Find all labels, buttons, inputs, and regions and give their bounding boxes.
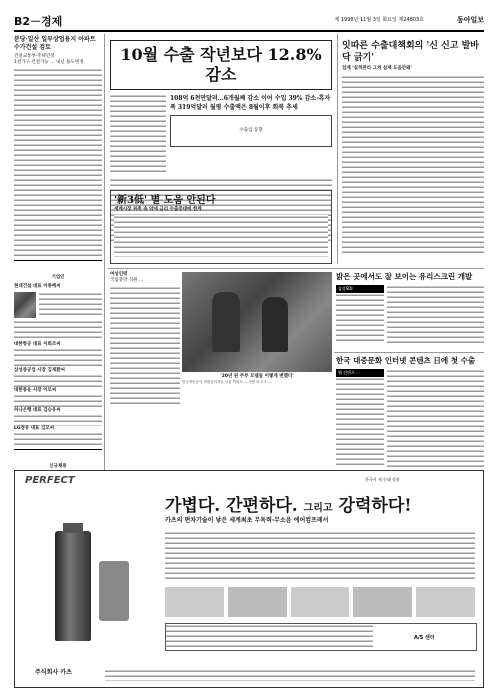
glass-side-body xyxy=(336,293,384,343)
ad-slogan-1: 가볍다. 간편하다. xyxy=(165,496,298,516)
people-item: 삼성중공업 사장 김재환씨 xyxy=(14,368,65,373)
new3low-body xyxy=(114,215,328,257)
left-top-sub2: 1천가구 건설가능 … 내년 용도변경 xyxy=(14,60,84,65)
page-header xyxy=(14,12,484,32)
person1-photo xyxy=(14,292,36,318)
glass-body xyxy=(387,285,484,345)
product-accessory xyxy=(99,561,129,621)
left-mid-tag: 기업인 xyxy=(51,275,65,280)
pop-culture-side-body xyxy=(336,377,384,467)
glass-tag: 삼성SDI xyxy=(336,285,384,293)
ad-product-thumb xyxy=(291,587,350,617)
section-divider xyxy=(108,268,484,269)
advertisement xyxy=(14,470,484,688)
ad-company-note: 한국키 제 동래 상품 xyxy=(365,477,400,482)
ad-slogan-2: 그리고 xyxy=(303,503,333,514)
pop-culture-tag: 웹 컨텐츠 ... xyxy=(336,369,384,377)
new3low-headline: '新3低' 별 도움 안된다 xyxy=(114,195,216,206)
ad-product-thumb xyxy=(228,587,287,617)
main-body-col1 xyxy=(110,94,166,174)
pop-culture-body xyxy=(387,369,484,469)
person1-name: 현대건설 대표 이종배씨 xyxy=(14,284,61,289)
glass-headline: 밝은 곳에서도 잘 보이는 유리스크린 개발 xyxy=(336,272,473,281)
trade-chart-caption: 수출입 동향 xyxy=(239,128,263,133)
main-headline: 10월 수출 작년보다 12.8% 감소 xyxy=(110,40,332,90)
photo-caption: '20년 된 주부 모델들 이렇게 변했다' xyxy=(220,374,294,379)
photo-figure xyxy=(212,292,240,352)
people-item-text xyxy=(14,432,102,446)
left-top-headline: 분당·일산 일부상업용지 아파트 수가건설 검토 xyxy=(14,36,96,51)
people-item-text xyxy=(14,394,102,408)
section-divider xyxy=(334,352,484,353)
news-photo xyxy=(182,272,332,372)
women-body xyxy=(110,286,180,406)
product-head xyxy=(63,523,83,533)
ad-product-description xyxy=(165,531,475,581)
pop-culture-article xyxy=(336,356,484,469)
photo-subcaption: 한국방송공사 직원들이 3일 서울 여의도 ... 가면 마스크 ... xyxy=(182,380,271,384)
person1-bio xyxy=(39,292,102,318)
new3low-subhead: 세계시장 위축 속 약세 금리 수출증대에 한계 xyxy=(114,207,202,212)
ad-product-thumb xyxy=(353,587,412,617)
left-column xyxy=(14,36,102,501)
ad-service-center: A/S 센터 xyxy=(413,634,435,641)
pop-culture-headline: 한국 대중문화 인터넷 콘텐츠 日에 첫 수출 xyxy=(336,356,476,365)
column-divider xyxy=(337,34,338,264)
ad-contact-list xyxy=(166,624,373,648)
right-article-body xyxy=(342,75,484,255)
women-workforce-article xyxy=(110,272,180,406)
left-article-body xyxy=(14,68,102,258)
right-headline: 잇따른 수출대책회의 '신 신고 발바닥 긁기' xyxy=(342,41,480,63)
ad-slogan-3: 강력하다! xyxy=(338,496,412,516)
person1-text xyxy=(14,320,102,340)
compressor-product xyxy=(55,531,91,641)
person2-bio xyxy=(14,348,102,368)
people-item: 대한통운 사장 이모씨 xyxy=(14,388,57,393)
ad-footer-company: 주식회사 카츠 xyxy=(35,669,72,676)
photo-block xyxy=(182,272,332,385)
photo-tag: 여성인력 xyxy=(110,272,128,277)
glass-screen-article xyxy=(336,272,484,345)
ad-product-thumb xyxy=(416,587,475,617)
right-top-article xyxy=(342,40,484,255)
section-label: B2－경제 xyxy=(14,15,63,28)
left-bottom-tag: 신규채용 xyxy=(49,464,67,469)
ad-subline: 카츠의 편차기술이 낳은 세계최초 무독력·무소음 에어컴프레서 xyxy=(165,517,329,524)
person2-name: 대한항공 대표 이희조씨 xyxy=(14,342,61,347)
ad-contact-box xyxy=(165,623,477,651)
ad-product-thumb xyxy=(165,587,224,617)
people-item-text xyxy=(14,374,102,388)
people-item: 하나은행 대표 김승유씨 xyxy=(14,408,61,413)
left-top-subhead: 건설교통부·주택건설 xyxy=(14,54,55,59)
newspaper-logo: 동아일보 xyxy=(456,16,484,24)
photo-figure xyxy=(262,297,288,352)
ad-product-grid xyxy=(165,587,475,617)
trade-chart-box xyxy=(170,115,332,147)
right-subhead: 업계 '실적관리 그쳐 실제 도움안돼' xyxy=(342,66,412,71)
people-item: LG정유 대표 김모씨 xyxy=(14,426,55,431)
main-lead: 108억 6천만달러…6개월째 감소 이어 수입 39% 감소-흑자폭 319억달러 월평 수출액은 8월이후 회복 추세 xyxy=(170,95,331,111)
issue-date: 제 1998년 11월 3일 화요일 제24803호 xyxy=(334,17,424,23)
ad-brand: PERFECT xyxy=(25,475,75,486)
new3low-article xyxy=(110,190,332,264)
photo-tag-sub: 국립중앙 직원 ... xyxy=(110,278,144,283)
people-item-text xyxy=(14,414,102,426)
ad-footer-addresses xyxy=(105,669,475,681)
